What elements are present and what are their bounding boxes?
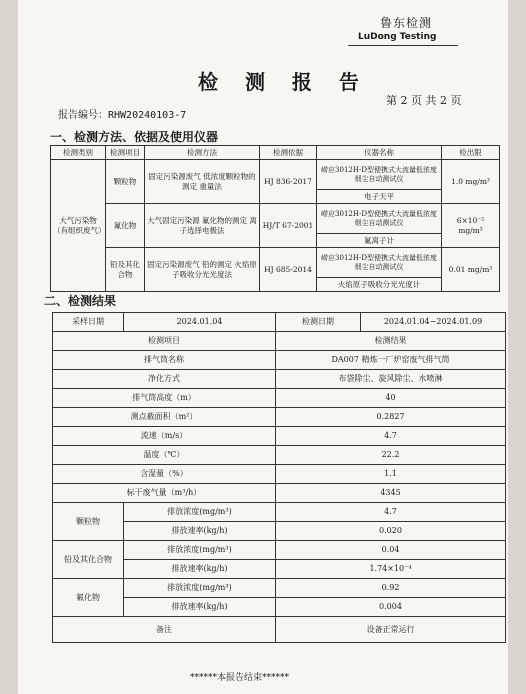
instrument-name: 崂应3012H-D型便携式大流量低浓度烟尘自动测试仪 (317, 248, 442, 278)
instrument-name: 氟离子计 (317, 234, 442, 248)
report-end-marker: ******本报告结束****** (190, 673, 290, 683)
th-basis: 检测依据 (260, 146, 317, 160)
pollutant-name: 铅及其化合物 (53, 541, 124, 579)
result-label: 排气筒名称 (53, 351, 276, 370)
method-name: 固定污染源废气 铅的测定 火焰原子吸收分光光度法 (145, 248, 260, 292)
item-header: 检测项目 (53, 332, 276, 351)
company-logo-en: LuDong Testing (358, 32, 437, 42)
remark-value: 设备正常运行 (276, 617, 506, 643)
conc-value: 0.92 (276, 579, 506, 598)
result-value: 4.7 (276, 427, 506, 446)
result-label: 温度（℃） (53, 446, 276, 465)
test-date: 2024.01.04~2024.01.09 (361, 313, 506, 332)
rate-label: 排放速率(kg/h) (124, 560, 276, 579)
detection-limit: 6×10⁻² mg/m³ (442, 204, 500, 248)
section2-title: 二、检测结果 (44, 294, 117, 308)
th-item: 检测项目 (106, 146, 145, 160)
th-limit: 检出限 (442, 146, 500, 160)
conc-label: 排放浓度(mg/m³) (124, 579, 276, 598)
th-method: 检测方法 (145, 146, 260, 160)
result-value: 布袋除尘、旋风除尘、水喷淋 (276, 370, 506, 389)
result-value: 4345 (276, 484, 506, 503)
instrument-name: 电子天平 (317, 190, 442, 204)
conc-value: 0.04 (276, 541, 506, 560)
report-number: 报告编号：RHW20240103-7 (58, 110, 187, 121)
rate-value: 1.74×10⁻⁴ (276, 560, 506, 579)
conc-label: 排放浓度(mg/m³) (124, 541, 276, 560)
logo-underline (348, 45, 458, 46)
result-label: 含湿量（%） (53, 465, 276, 484)
result-header: 检测结果 (276, 332, 506, 351)
result-label: 流速（m/s） (53, 427, 276, 446)
conc-label: 排放浓度(mg/m³) (124, 503, 276, 522)
result-value: DA007 精炼一厂炉窑废气排气筒 (276, 351, 506, 370)
instrument-name: 火焰原子吸收分光光度计 (317, 278, 442, 292)
section1-title: 一、检测方法、依据及使用仪器 (50, 130, 219, 144)
detection-limit: 1.0 mg/m³ (442, 160, 500, 204)
company-logo-cn: 鲁东检测 (380, 16, 433, 30)
sample-date-label: 采样日期 (53, 313, 124, 332)
method-basis: HJ/T 67-2001 (260, 204, 317, 248)
pollutant-name: 氟化物 (53, 579, 124, 617)
rate-value: 0.020 (276, 522, 506, 541)
method-item: 铅及其化合物 (106, 248, 145, 292)
rate-label: 排放速率(kg/h) (124, 598, 276, 617)
th-category: 检测类别 (51, 146, 106, 160)
rate-value: 0.004 (276, 598, 506, 617)
method-item: 氟化物 (106, 204, 145, 248)
category-cell: 大气污染物（有组织废气） (51, 160, 106, 292)
page-info: 第 2 页 共 2 页 (386, 94, 462, 107)
detection-limit: 0.01 mg/m³ (442, 248, 500, 292)
result-label: 测点截面积（m²） (53, 408, 276, 427)
rate-label: 排放速率(kg/h) (124, 522, 276, 541)
report-page (18, 0, 508, 694)
result-label: 净化方式 (53, 370, 276, 389)
th-instrument: 仪器名称 (317, 146, 442, 160)
instrument-name: 崂应3012H-D型便携式大流量低浓度烟尘自动测试仪 (317, 160, 442, 190)
report-title: 检 测 报 告 (198, 70, 369, 94)
result-value: 1.1 (276, 465, 506, 484)
method-name: 大气固定污染源 氟化物的测定 离子选择电极法 (145, 204, 260, 248)
test-date-label: 检测日期 (276, 313, 361, 332)
conc-value: 4.7 (276, 503, 506, 522)
methods-table (50, 145, 500, 292)
method-name: 固定污染源废气 低浓度颗粒物的测定 重量法 (145, 160, 260, 204)
result-value: 40 (276, 389, 506, 408)
instrument-name: 崂应3012H-D型便携式大流量低浓度烟尘自动测试仪 (317, 204, 442, 234)
remark-label: 备注 (53, 617, 276, 643)
result-value: 22.2 (276, 446, 506, 465)
method-basis: HJ 836-2017 (260, 160, 317, 204)
results-table (52, 312, 506, 643)
pollutant-name: 颗粒物 (53, 503, 124, 541)
result-label: 标干废气量（m³/h） (53, 484, 276, 503)
method-basis: HJ 685-2014 (260, 248, 317, 292)
sample-date: 2024.01.04 (124, 313, 276, 332)
result-label: 排气筒高度（m） (53, 389, 276, 408)
method-item: 颗粒物 (106, 160, 145, 204)
result-value: 0.2827 (276, 408, 506, 427)
